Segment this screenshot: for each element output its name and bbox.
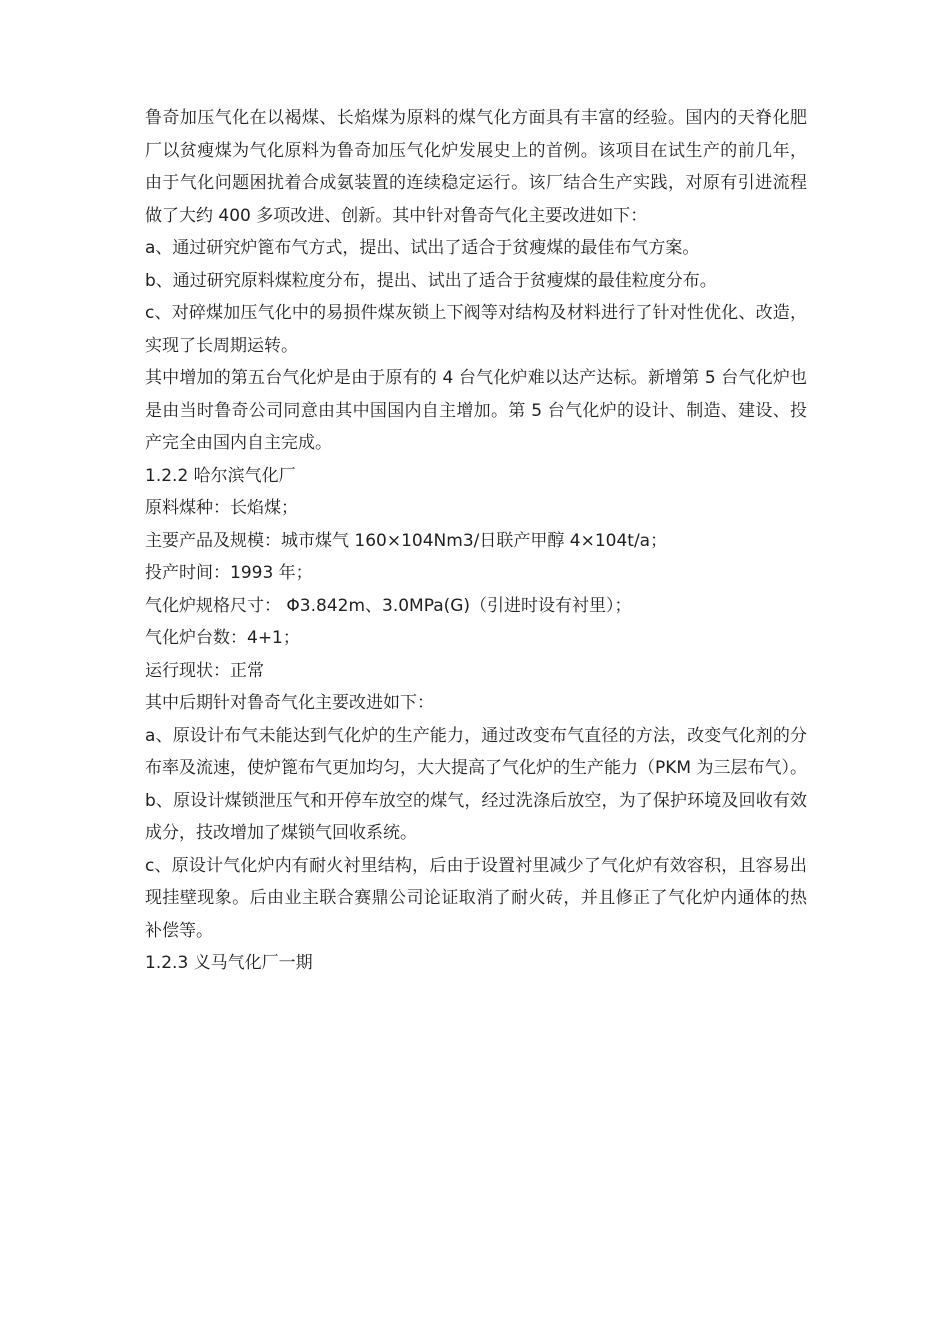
paragraph-products-scale: 主要产品及规模：城市煤气 160×104Nm3/日联产甲醇 4×104t/a；	[145, 530, 668, 551]
section-heading-1-2-3: 1.2.3 义马气化厂一期	[145, 953, 313, 973]
paragraph-commissioning-time: 投产时间：1993 年；	[145, 563, 313, 583]
document-body	[145, 102, 807, 980]
paragraph-later-improvement-b: b、原设计煤锁泄压气和开停车放空的煤气，经过洗涤后放空，为了保护环境及回收有效成分，技改增加了煤锁气回收系统。	[145, 790, 807, 843]
paragraph-improvement-b: b、通过研究原料煤粒度分布，提出、试出了适合于贫瘦煤的最佳粒度分布。	[145, 270, 717, 291]
paragraph-gasifier-count: 气化炉台数：4+1；	[145, 628, 300, 648]
paragraph-fifth-gasifier: 其中增加的第五台气化炉是由于原有的 4 台气化炉难以达产达标。新增第 5 台气化炉也是由当时鲁奇公司同意由其中国国内自主增加。第 5 台气化炉的设计、制造、建设、投产完全由国内自主完成。	[145, 368, 807, 453]
paragraph-improvement-c: c、对碎煤加压气化中的易损件煤灰锁上下阀等对结构及材料进行了针对性优化、改造，实现了长周期运转。	[145, 303, 807, 356]
paragraph-later-improvement-c: c、原设计气化炉内有耐火衬里结构，后由于设置衬里减少了气化炉有效容积，且容易出现挂壁现象。后由业主联合赛鼎公司论证取消了耐火砖，并且修正了气化炉内通体的热补偿等。	[145, 855, 807, 941]
section-heading-1-2-2: 1.2.2 哈尔滨气化厂	[145, 465, 296, 486]
paragraph-operating-status: 运行现状：正常	[145, 660, 264, 681]
paragraph-improvement-a: a、通过研究炉篦布气方式，提出、试出了适合于贫瘦煤的最佳布气方案。	[145, 238, 700, 258]
paragraph-later-improvements: 其中后期针对鲁奇气化主要改进如下：	[145, 693, 434, 713]
paragraph-coal-type: 原料煤种：长焰煤；	[145, 498, 298, 518]
paragraph-intro: 鲁奇加压气化在以褐煤、长焰煤为原料的煤气化方面具有丰富的经验。国内的天脊化肥厂以贫瘦煤为气化原料为鲁奇加压气化炉发展史上的首例。该项目在试生产的前几年，由于气化问题困扰着合成氨装置的连续稳定运行。该厂结合生产实践，对原有引进流程做了大约 400 多项改进、创新。其中针对鲁奇气化主要改进如下：	[145, 108, 807, 226]
paragraph-gasifier-spec: 气化炉规格尺寸： Φ3.842m、3.0MPa(G)（引进时设有衬里）；	[145, 595, 632, 616]
paragraph-later-improvement-a: a、原设计布气未能达到气化炉的生产能力，通过改变布气直径的方法，改变气化剂的分布率及流速，使炉篦布气更加均匀，大大提高了气化炉的生产能力（PKM 为三层布气）。	[145, 725, 807, 778]
